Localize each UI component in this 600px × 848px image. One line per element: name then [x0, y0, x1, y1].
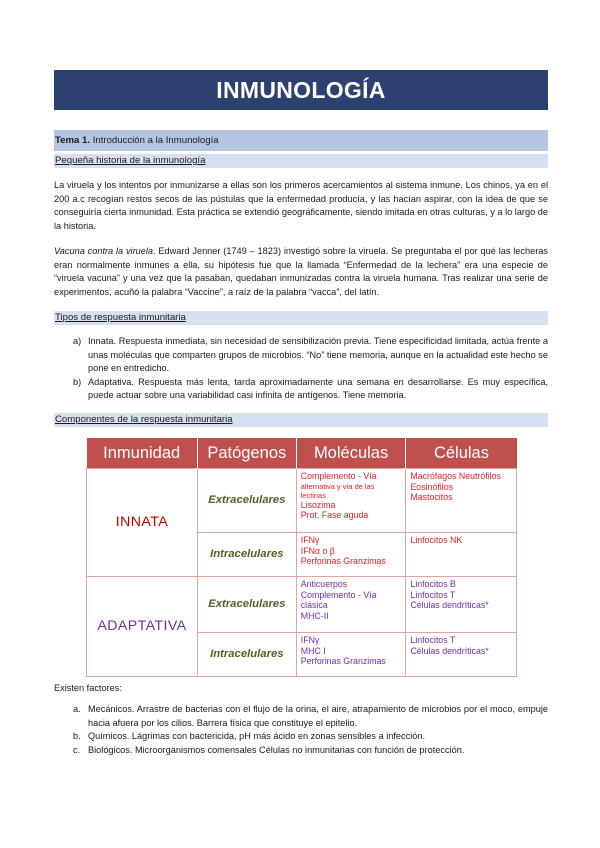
section-tipos — [54, 311, 548, 325]
list-item — [54, 730, 548, 744]
section-historia-title: Pequeña historia de la inmunología — [55, 155, 206, 166]
molecule-item: alternativa y vía de las — [300, 481, 375, 491]
molecule-item: Perforinas Granzimas — [300, 556, 386, 567]
cell-item: Linfocitos B — [410, 579, 456, 589]
immune-response-table — [86, 438, 517, 677]
tema-title: Introducción a la Inmunología — [92, 135, 219, 146]
innata-extracelulares: Extracelulares — [197, 469, 296, 533]
cell-item: Linfocitos T — [410, 589, 456, 600]
molecule-item: Lisozima — [300, 499, 336, 510]
adaptativa-ext-moleculas — [296, 577, 406, 633]
header-celulas: Células — [406, 438, 517, 469]
adaptativa-extracelulares: Extracelulares — [197, 577, 296, 633]
header-moleculas: Moléculas — [296, 438, 406, 469]
list-marker: a) — [73, 336, 82, 346]
list-item — [54, 703, 548, 730]
cell-item: Eosinófilos — [410, 481, 453, 492]
innata-intracelulares: Intracelulares — [197, 533, 296, 577]
list-marker: b. — [73, 731, 81, 742]
list-item-text: Adaptativa. Respuesta más lenta, tarda aproximadamente una semana en desarrollarse. Es muy específica, puede actuar sobre una variabilidad casi infinita de antígenos. Tiene memoria. — [88, 376, 548, 401]
list-marker: a. — [73, 704, 81, 714]
section-tipos-title: Tipos de respuesta inmunitaria — [55, 312, 186, 323]
adaptativa-int-celulas — [406, 633, 517, 677]
molecule-item: Complemento - Vía — [300, 471, 377, 481]
molecule-item: MHC I — [300, 645, 326, 656]
innata-ext-celulas — [406, 469, 517, 533]
tema-header — [54, 130, 548, 151]
historia-paragraph-2 — [54, 245, 548, 299]
innata-int-celulas — [406, 533, 517, 577]
innata-ext-moleculas — [296, 469, 406, 533]
cell-item: Células dendríticas* — [410, 600, 489, 611]
page-title: INMUNOLOGÍA — [54, 70, 548, 110]
list-item — [54, 335, 548, 376]
list-item-text: Innata. Respuesta inmediata, sin necesidad de sensibilización previa. Tiene especificidad limitada, actúa frente a unas moléculas que comparten grupos de microbios. “No” tiene memoria, aunque en la actualidad este hecho se pone en entredicho. — [88, 336, 548, 374]
historia-paragraph-1: La viruela y los intentos por inmunizarse a ellas son los primeros acercamientos al sistema inmune. Los chinos, ya en el 200 a.c recogían restos secos de las pústulas que la enfermedad producía, y las hacían aspirar, con la idea de que se conseguiría cierta inmunidad. Esta práctica se extendió geográficamente, siendo imitada en otras culturas, y a lo largo de la historia. — [54, 180, 548, 231]
innata-label: INNATA — [87, 469, 198, 577]
section-componentes — [54, 413, 548, 427]
factores-intro: Existen factores: — [54, 683, 122, 693]
cell-item: Macrófagos Neutrófilos — [410, 471, 501, 481]
molecule-item: Anticuerpos — [300, 579, 348, 589]
molecule-item: lectinas — [300, 490, 326, 500]
cell-item: Linfocitos NK — [410, 535, 463, 545]
adaptativa-ext-celulas — [406, 577, 517, 633]
header-patogenos: Patógenos — [197, 438, 296, 469]
cell-item: Mastocitos — [410, 492, 453, 503]
tema-number: Tema 1. — [55, 135, 91, 146]
cell-item: Células dendríticas* — [410, 645, 489, 656]
list-item — [54, 744, 548, 758]
list-item-text: Mecánicos. Arrastre de bacterias con el flujo de la orina, el aire, atrapamiento de microbios por el moco, empuje hacia afuera por los cilios. Barrera física que constituye el epitelio. — [88, 704, 548, 728]
list-item-text: Biológicos. Microorganismos comensales Células no inmunitarias con función de protección. — [88, 744, 465, 755]
list-marker: c. — [73, 744, 81, 755]
header-inmunidad: Inmunidad — [87, 438, 198, 469]
list-item-text: Químicos. Lágrimas con bactericida, pH más ácido en zonas sensibles a infección. — [88, 731, 426, 742]
adaptativa-intracelulares: Intracelulares — [197, 633, 296, 677]
molecule-item: Complemento - Vía — [300, 589, 377, 600]
molecule-item: IFNγ — [300, 635, 320, 645]
list-item — [54, 376, 548, 403]
molecule-item: Prot. Fase aguda — [300, 510, 369, 521]
molecule-item: MHC-II — [300, 611, 329, 622]
section-componentes-title: Componentes de la respuesta inmunitaria — [55, 414, 233, 425]
table-header-row — [87, 438, 517, 469]
section-historia — [54, 154, 548, 168]
historia-p2-italic: Vacuna contra la viruela — [54, 246, 154, 256]
adaptativa-label: ADAPTATIVA — [87, 577, 198, 677]
molecule-item: IFNγ — [300, 535, 320, 545]
molecule-item: Perforinas Granzimas — [300, 656, 386, 667]
table-row — [87, 469, 517, 533]
list-marker: b) — [73, 376, 82, 387]
tipos-list — [54, 335, 548, 403]
molecule-item: IFNα o β — [300, 545, 335, 556]
molecule-item: clásica — [300, 600, 328, 611]
innata-int-moleculas — [296, 533, 406, 577]
cell-item: Linfocitos T — [410, 635, 456, 645]
factores-list — [54, 703, 548, 757]
table-row — [87, 577, 517, 633]
historia-p2-text: . Edward Jenner (1749 – 1823) investigó sobre la viruela. Se preguntaba el por qué las lecheras eran normalmente inmunes a ella, su hipótesis fue que la llamada “Enfermedad de la lechera” era una especie de “viruela vacuna” y una vez que la pasaban, quedaban inmunizadas contra la viruela humana. Tras realizar una serie de experimentos, acuñó la palabra “Vaccine”, a raíz de la palabra “vacca”, del latín. — [54, 246, 548, 297]
adaptativa-int-moleculas — [296, 633, 406, 677]
